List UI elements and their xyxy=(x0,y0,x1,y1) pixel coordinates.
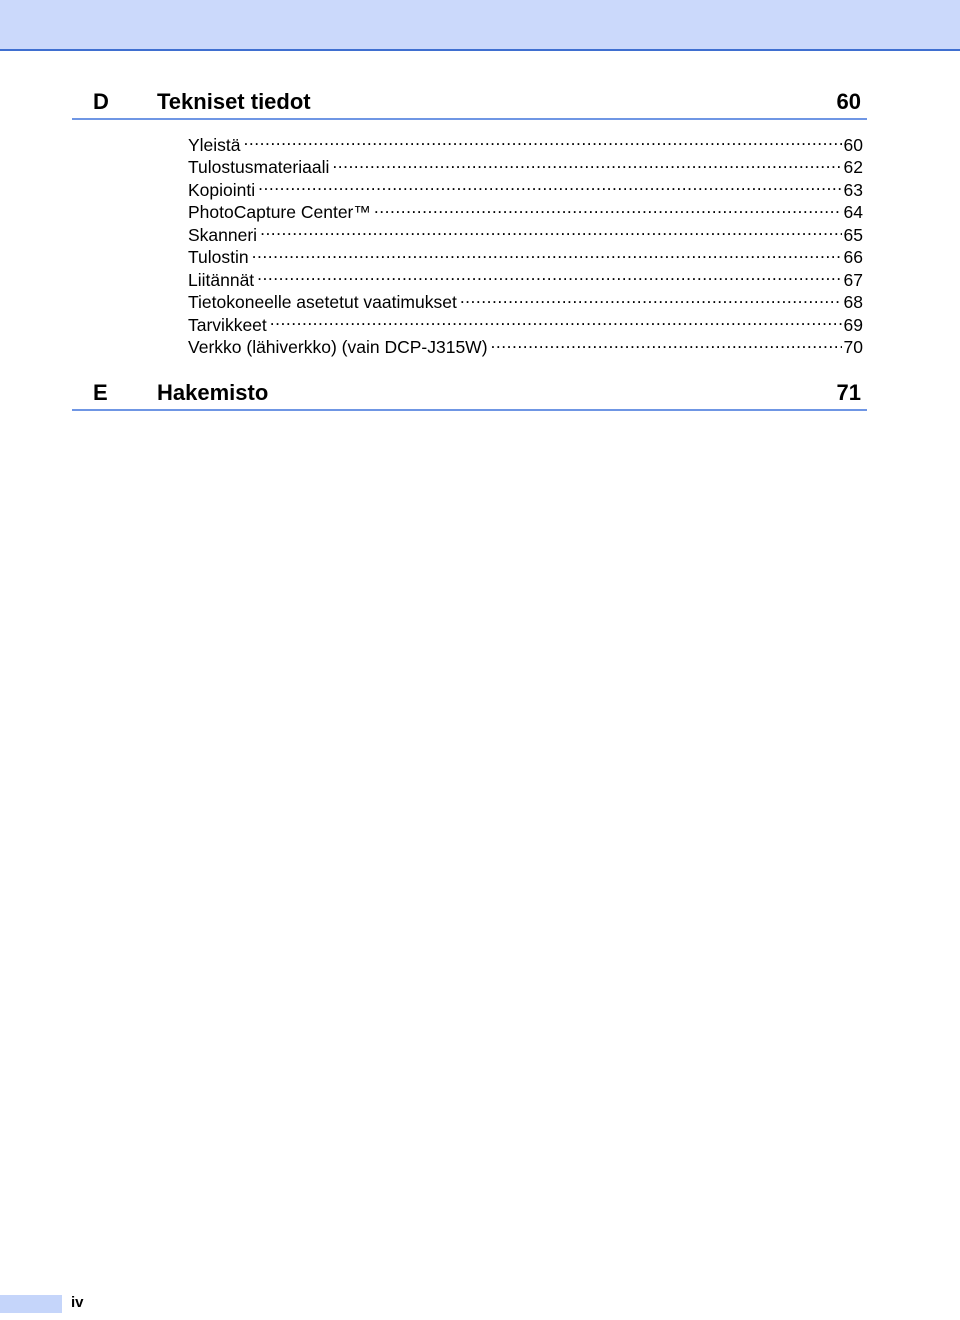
dot-leader xyxy=(270,308,842,331)
entry-page-number: 60 xyxy=(843,134,863,155)
toc-section-d xyxy=(72,80,867,120)
section-heading[interactable] xyxy=(72,80,867,120)
toc-entry[interactable] xyxy=(188,331,863,357)
section-letter: E xyxy=(93,380,108,405)
toc-entry[interactable] xyxy=(188,218,863,245)
dot-leader xyxy=(258,173,841,196)
toc-entry[interactable] xyxy=(188,173,863,200)
dot-leader xyxy=(374,196,842,219)
dot-leader xyxy=(257,263,841,286)
toc-entry-list xyxy=(188,128,863,357)
entry-label: Yleistä xyxy=(188,134,241,155)
toc-entry[interactable] xyxy=(188,151,863,177)
entry-page-number: 62 xyxy=(843,157,863,177)
entry-label: Tietokoneelle asetetut vaatimukset xyxy=(188,292,457,312)
entry-page-number: 65 xyxy=(843,224,863,245)
footer-page-number: iv xyxy=(71,1294,84,1311)
dot-leader xyxy=(260,218,841,241)
entry-label: Tulostusmateriaali xyxy=(188,157,330,177)
entry-label: Kopiointi xyxy=(188,179,256,200)
toc-entry[interactable] xyxy=(188,241,863,267)
entry-label: Liitännät xyxy=(188,269,255,290)
toc-entry[interactable] xyxy=(188,308,863,335)
section-title: Hakemisto xyxy=(157,380,269,405)
section-page-number: 60 xyxy=(836,89,861,114)
footer-band xyxy=(0,1295,62,1313)
entry-page-number: 68 xyxy=(843,292,863,312)
section-page-number: 71 xyxy=(836,380,861,405)
toc-entry[interactable] xyxy=(188,128,863,155)
section-letter: D xyxy=(93,89,109,114)
entry-label: Tulostin xyxy=(188,247,249,267)
entry-page-number: 63 xyxy=(843,179,863,200)
entry-page-number: 70 xyxy=(843,337,863,357)
dot-leader xyxy=(460,286,842,309)
entry-label: Skanneri xyxy=(188,224,258,245)
entry-page-number: 67 xyxy=(843,269,863,290)
toc-section-e xyxy=(72,371,867,411)
section-heading[interactable] xyxy=(72,371,867,411)
dot-leader xyxy=(491,331,842,354)
entry-label: Verkko (lähiverkko) (vain DCP-J315W) xyxy=(188,337,488,357)
section-title: Tekniset tiedot xyxy=(157,89,311,114)
entry-label: PhotoCapture Center™ xyxy=(188,202,371,222)
dot-leader xyxy=(244,128,842,151)
entry-page-number: 66 xyxy=(843,247,863,267)
header-band xyxy=(0,0,960,51)
dot-leader xyxy=(252,241,842,264)
toc-entry[interactable] xyxy=(188,196,863,222)
entry-label: Tarvikkeet xyxy=(188,314,267,335)
dot-leader xyxy=(332,151,841,174)
toc-entry[interactable] xyxy=(188,286,863,312)
entry-page-number: 69 xyxy=(843,314,863,335)
toc-entry[interactable] xyxy=(188,263,863,290)
entry-page-number: 64 xyxy=(843,202,863,222)
